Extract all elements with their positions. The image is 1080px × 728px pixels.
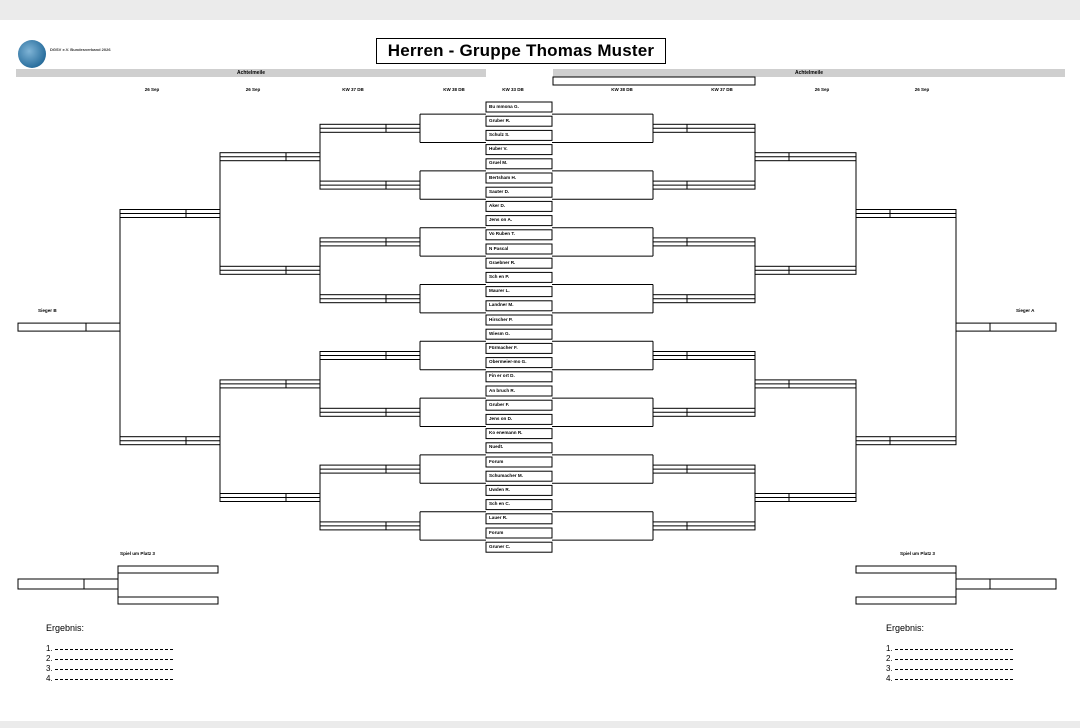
round-header: 26 Sep [245,87,261,92]
player-name: Aker D. [489,202,506,208]
result-place: 3. [46,664,53,673]
result-line [46,644,173,654]
round-header: 26 Sep [144,87,160,92]
result-place: 2. [886,654,893,663]
result-place: 4. [46,674,53,683]
player-name: Wiesm G. [489,330,510,336]
match-slot [18,323,120,331]
result-line [886,654,1013,664]
player-name: Schumacher M. [489,472,523,478]
result-place: 3. [886,664,893,673]
player-name: N Pascal [489,245,509,251]
result-blank-line[interactable] [55,649,173,650]
player-name: Gruber R. [489,117,511,123]
player-name: Fin er ort D. [489,373,515,379]
player-name: Obermeier-mo G. [489,359,527,365]
result-line [46,674,173,684]
player-name: Gruber F. [489,401,510,407]
third-place-result [956,579,1056,589]
page-title: Herren - Gruppe Thomas Muster [376,38,666,64]
round-header: 26 Sep [814,87,830,92]
result-line [46,654,173,664]
round-header: KW 33 DB [502,87,524,92]
player-name: Vo Ruben T. [489,231,515,237]
player-name: Maurer L. [489,288,510,294]
result-place: 2. [46,654,53,663]
round-header: 26 Sep [914,87,930,92]
player-name: Sch en P. [489,273,510,279]
third-place-slot [118,597,218,604]
result-place: 1. [886,644,893,653]
result-blank-line[interactable] [895,679,1013,680]
third-place-slot [856,597,956,604]
player-name: Ko enemann R. [489,430,523,436]
player-name: Nuedt. [489,444,504,450]
player-name: Schulz S. [489,131,510,137]
winner-label-right: Sieger A [1016,308,1035,313]
third-place-result [18,579,118,589]
player-name: Gruner C. [489,543,511,549]
round-header: KW 38 DB [611,87,633,92]
player-name: Huber V. [489,146,508,152]
result-line [886,674,1013,684]
result-blank-line[interactable] [895,659,1013,660]
player-name: Sch en C. [489,501,510,507]
logo-text: DGSV e.V. Bundesverband 2026 [50,47,111,52]
player-name: Jens on A. [489,217,513,223]
player-name: Bu mmona G. [489,103,519,109]
player-name: Lauer R. [489,515,508,521]
player-name: Uwden R. [489,486,510,492]
player-name: Graebner R. [489,259,516,265]
result-blank-line[interactable] [55,669,173,670]
third-place-label-right: Spiel um Platz 3 [900,551,935,556]
result-blank-line[interactable] [55,659,173,660]
results-title-left: Ergebnis: [46,623,85,633]
match-slot [956,323,1056,331]
section-label-right: Achtelmeile [794,70,824,76]
bracket-lines [0,20,1080,721]
winner-label-left: Sieger B [38,308,57,313]
player-name: Forum [489,529,504,535]
round-header: KW 38 DB [443,87,465,92]
third-place-slot [118,566,218,573]
result-place: 4. [886,674,893,683]
result-blank-line[interactable] [895,669,1013,670]
result-blank-line[interactable] [895,649,1013,650]
bracket-sheet [0,20,1080,721]
result-blank-line[interactable] [55,679,173,680]
header-box-right [553,77,755,85]
player-name: Gruel M. [489,160,508,166]
player-name: Fürmacher F. [489,344,518,350]
player-name: Forum [489,458,504,464]
result-line [886,644,1013,654]
player-name: Bertsham H. [489,174,517,180]
result-line [886,664,1013,674]
player-name: Hirscher P. [489,316,513,322]
player-name: Jens on D. [489,415,513,421]
round-header: KW 37 DB [342,87,364,92]
third-place-label-left: Spiel um Platz 3 [120,551,155,556]
player-name: An bruch R. [489,387,516,393]
third-place-slot [856,566,956,573]
player-name: Sauter D. [489,188,510,194]
round-header: KW 37 DB [711,87,733,92]
section-label-left: Achtelmeile [236,70,266,76]
result-place: 1. [46,644,53,653]
results-list-right [886,644,1013,684]
results-list-left [46,644,173,684]
result-line [46,664,173,674]
player-name: Landner M. [489,302,514,308]
results-title-right: Ergebnis: [886,623,925,633]
